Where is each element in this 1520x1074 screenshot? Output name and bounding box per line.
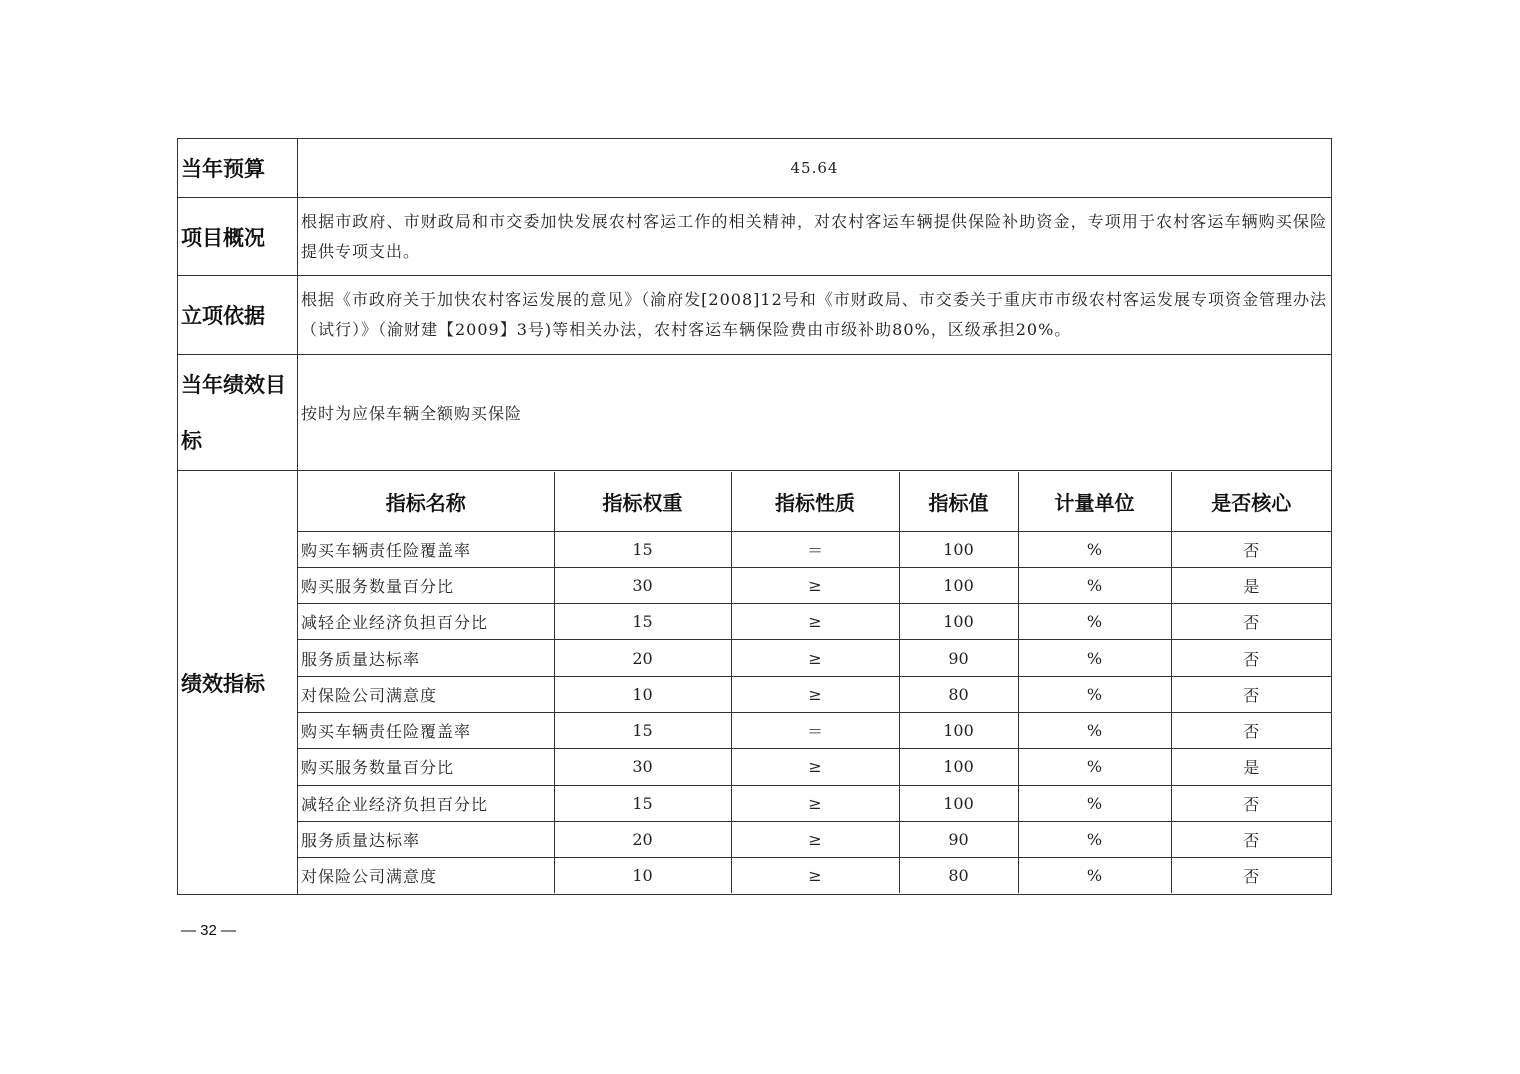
overview-text: 根据市政府、市财政局和市交委加快发展农村客运工作的相关精神，对农村客运车辆提供保险补助资金，专项用于农村客运车辆购买保险提供专项支出。 — [298, 198, 1332, 276]
indicator-core: 否 — [1171, 604, 1331, 640]
indicator-value: 80 — [899, 676, 1018, 712]
indicator-value: 100 — [899, 567, 1018, 603]
indicator-core: 否 — [1171, 531, 1331, 567]
indicator-weight: 15 — [554, 785, 731, 821]
table-row — [298, 531, 1331, 567]
indicator-nature: ＝ — [731, 713, 899, 749]
header-value: 指标值 — [899, 472, 1018, 532]
indicator-value: 90 — [899, 640, 1018, 676]
indicator-core: 否 — [1171, 713, 1331, 749]
indicator-name: 购买服务数量百分比 — [298, 749, 554, 785]
indicator-nature: ≥ — [731, 821, 899, 857]
indicator-value: 80 — [899, 858, 1018, 894]
indicator-unit: % — [1018, 749, 1171, 785]
table-row — [298, 785, 1331, 821]
indicator-unit: % — [1018, 567, 1171, 603]
indicators-header-row — [298, 472, 1331, 532]
indicator-unit: % — [1018, 713, 1171, 749]
indicator-unit: % — [1018, 640, 1171, 676]
indicator-name: 购买服务数量百分比 — [298, 567, 554, 603]
indicator-weight: 15 — [554, 713, 731, 749]
indicator-core: 否 — [1171, 785, 1331, 821]
indicator-value: 100 — [899, 604, 1018, 640]
table-row — [298, 858, 1331, 894]
indicator-core: 否 — [1171, 858, 1331, 894]
indicator-name: 对保险公司满意度 — [298, 676, 554, 712]
indicator-nature: ≥ — [731, 604, 899, 640]
header-nature: 指标性质 — [731, 472, 899, 532]
indicator-name: 服务质量达标率 — [298, 821, 554, 857]
budget-value: 45.64 — [298, 139, 1332, 198]
indicator-unit: % — [1018, 531, 1171, 567]
basis-label: 立项依据 — [178, 276, 298, 355]
indicator-weight: 10 — [554, 858, 731, 894]
indicator-weight: 10 — [554, 676, 731, 712]
basis-row — [178, 276, 1332, 355]
budget-row — [178, 139, 1332, 198]
header-core: 是否核心 — [1171, 472, 1331, 532]
project-table — [177, 138, 1332, 895]
indicator-name: 购买车辆责任险覆盖率 — [298, 713, 554, 749]
header-name: 指标名称 — [298, 472, 554, 532]
table-row — [298, 604, 1331, 640]
overview-row — [178, 198, 1332, 276]
indicator-core: 是 — [1171, 749, 1331, 785]
indicator-value: 100 — [899, 749, 1018, 785]
indicator-value: 90 — [899, 821, 1018, 857]
indicator-name: 减轻企业经济负担百分比 — [298, 604, 554, 640]
indicator-value: 100 — [899, 531, 1018, 567]
indicator-nature: ＝ — [731, 531, 899, 567]
header-weight: 指标权重 — [554, 472, 731, 532]
indicators-cell — [298, 471, 1332, 895]
table-row — [298, 567, 1331, 603]
indicator-weight: 20 — [554, 821, 731, 857]
indicator-nature: ≥ — [731, 640, 899, 676]
indicator-core: 否 — [1171, 676, 1331, 712]
indicators-label: 绩效指标 — [178, 471, 298, 895]
table-row — [298, 676, 1331, 712]
indicator-nature: ≥ — [731, 858, 899, 894]
indicator-core: 否 — [1171, 640, 1331, 676]
basis-text: 根据《市政府关于加快农村客运发展的意见》（渝府发[2008]12号和《市财政局、市交委关于重庆市市级农村客运发展专项资金管理办法（试行）》（渝财建【2009】3号)等相关办法，农村客运车辆保险费由市级补助80%，区级承担20%。 — [298, 276, 1332, 355]
goal-label-line1: 当年绩效目 — [181, 372, 286, 397]
indicator-value: 100 — [899, 785, 1018, 821]
indicator-unit: % — [1018, 604, 1171, 640]
goal-text: 按时为应保车辆全额购买保险 — [298, 355, 1332, 471]
indicator-weight: 15 — [554, 604, 731, 640]
table-row — [298, 821, 1331, 857]
indicator-unit: % — [1018, 785, 1171, 821]
indicator-weight: 20 — [554, 640, 731, 676]
indicator-unit: % — [1018, 821, 1171, 857]
indicator-name: 服务质量达标率 — [298, 640, 554, 676]
indicator-name: 购买车辆责任险覆盖率 — [298, 531, 554, 567]
indicator-name: 减轻企业经济负担百分比 — [298, 785, 554, 821]
indicators-table — [298, 472, 1331, 894]
indicator-weight: 15 — [554, 531, 731, 567]
indicator-value: 100 — [899, 713, 1018, 749]
indicator-name: 对保险公司满意度 — [298, 858, 554, 894]
indicator-core: 否 — [1171, 821, 1331, 857]
budget-label: 当年预算 — [178, 139, 298, 198]
indicator-unit: % — [1018, 858, 1171, 894]
page-number: — 32 — — [181, 922, 237, 939]
indicators-row — [178, 471, 1332, 895]
goal-label — [178, 355, 298, 471]
indicator-unit: % — [1018, 676, 1171, 712]
table-row — [298, 640, 1331, 676]
indicator-nature: ≥ — [731, 785, 899, 821]
indicator-weight: 30 — [554, 567, 731, 603]
indicator-weight: 30 — [554, 749, 731, 785]
header-unit: 计量单位 — [1018, 472, 1171, 532]
indicator-core: 是 — [1171, 567, 1331, 603]
overview-label: 项目概况 — [178, 198, 298, 276]
indicator-nature: ≥ — [731, 749, 899, 785]
goal-row — [178, 355, 1332, 471]
table-row — [298, 713, 1331, 749]
indicator-nature: ≥ — [731, 676, 899, 712]
table-row — [298, 749, 1331, 785]
goal-label-line2: 标 — [181, 428, 202, 453]
indicator-nature: ≥ — [731, 567, 899, 603]
